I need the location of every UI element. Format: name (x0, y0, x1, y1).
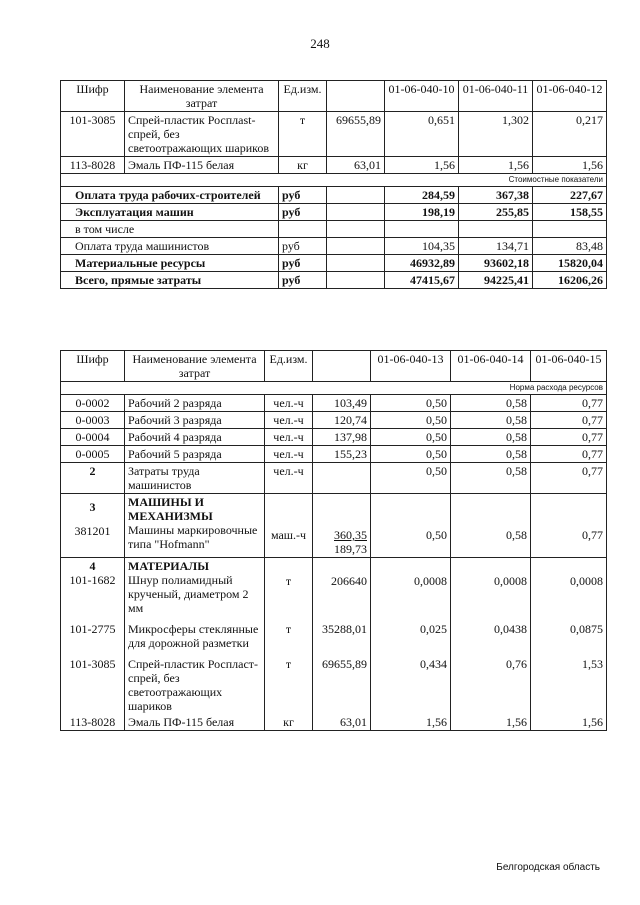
group-row (61, 463, 607, 494)
row-code: 113-8028 (61, 157, 125, 174)
group-value-13: 0,50 (371, 463, 451, 494)
row-value-13: 0,50 (371, 395, 451, 412)
row-value-14: 0,58 (451, 395, 531, 412)
cost-value-10: 46932,89 (385, 255, 459, 272)
group-cell-price (313, 494, 371, 558)
material-price: 35288,01 (313, 616, 371, 651)
table-row (61, 157, 607, 174)
cost-name: Всего, прямые затраты (61, 272, 279, 289)
cost-value-10: 284,59 (385, 187, 459, 204)
row-code: 0-0002 (61, 395, 125, 412)
cost-value-12: 227,67 (533, 187, 607, 204)
header-price (327, 81, 385, 112)
table-row (61, 395, 607, 412)
material-value-14: 1,56 (451, 714, 531, 731)
page-number: 248 (310, 36, 330, 51)
group-row (61, 494, 607, 558)
row-unit: чел.-ч (265, 412, 313, 429)
row-value-14: 0,58 (451, 412, 531, 429)
row-value-11: 1,302 (459, 112, 533, 157)
group-title: МАШИНЫ И МЕХАНИЗМЫ (128, 495, 213, 523)
empty-cell (327, 204, 385, 221)
item-name: Машины маркировочные типа "Hofmann" (128, 523, 258, 551)
material-unit: кг (265, 714, 313, 731)
cost-value-11: 255,85 (459, 204, 533, 221)
material-unit: т (265, 558, 313, 617)
material-value-15: 0,0875 (531, 616, 607, 651)
material-row (61, 616, 607, 651)
material-price: 206640 (313, 558, 371, 617)
cost-row (61, 238, 607, 255)
table-row (61, 429, 607, 446)
row-name: Рабочий 4 разряда (125, 429, 265, 446)
row-value-10: 1,56 (385, 157, 459, 174)
empty-cell (327, 272, 385, 289)
material-name: Эмаль ПФ-115 белая (125, 714, 265, 731)
material-value-13: 0,025 (371, 616, 451, 651)
row-value-15: 0,77 (531, 429, 607, 446)
header-col-15: 01-06-040-15 (531, 351, 607, 382)
material-price: 69655,89 (313, 651, 371, 714)
row-price: 63,01 (327, 157, 385, 174)
row-name: Эмаль ПФ-115 белая (125, 157, 279, 174)
group-cell-name (125, 558, 265, 617)
header-name: Наименование элемента затрат (125, 81, 279, 112)
group-code: 4 (89, 559, 96, 573)
cost-value-11 (459, 221, 533, 238)
empty-cell (327, 255, 385, 272)
row-unit: кг (279, 157, 327, 174)
empty-cell (327, 221, 385, 238)
cost-unit: руб (279, 238, 327, 255)
row-name: Рабочий 3 разряда (125, 412, 265, 429)
row-unit: чел.-ч (265, 429, 313, 446)
header-unit: Ед.изм. (265, 351, 313, 382)
cost-value-12: 16206,26 (533, 272, 607, 289)
material-value-13: 1,56 (371, 714, 451, 731)
row-code: 101-3085 (61, 112, 125, 157)
cost-row (61, 255, 607, 272)
cost-unit: руб (279, 255, 327, 272)
row-value-15: 0,77 (531, 412, 607, 429)
material-code: 101-1682 (69, 573, 116, 587)
section-label-row (61, 174, 607, 187)
material-code: 101-2775 (61, 616, 125, 651)
row-name: Рабочий 2 разряда (125, 395, 265, 412)
item-price-a: 360,35 (334, 528, 367, 542)
cost-value-12 (533, 221, 607, 238)
row-value-14: 0,58 (451, 446, 531, 463)
cost-name: в том числе (61, 221, 279, 238)
cost-row (61, 187, 607, 204)
item-price-b: 189,73 (334, 542, 367, 556)
cost-unit: руб (279, 204, 327, 221)
section-label: Норма расхода ресурсов (61, 382, 607, 395)
header-unit: Ед.изм. (279, 81, 327, 112)
table-row (61, 112, 607, 157)
group-code: 3 (89, 500, 96, 514)
section-label-row (61, 382, 607, 395)
header-code: Шифр (61, 81, 125, 112)
footer-region: Белгородская область (496, 862, 600, 873)
empty-cell (327, 238, 385, 255)
group-name: Затраты труда машинистов (125, 463, 265, 494)
material-name: Спрей-пластик Росплаcт-спрей, без светоотражающих шариков (125, 651, 265, 714)
cost-unit: руб (279, 187, 327, 204)
cost-value-12: 83,48 (533, 238, 607, 255)
material-value-14: 0,76 (451, 651, 531, 714)
row-code: 0-0003 (61, 412, 125, 429)
row-price: 155,23 (313, 446, 371, 463)
header-col-12: 01-06-040-12 (533, 81, 607, 112)
cost-value-11: 134,71 (459, 238, 533, 255)
material-value-13: 0,0008 (371, 558, 451, 617)
table-header-row (61, 81, 607, 112)
cost-value-10: 104,35 (385, 238, 459, 255)
table-header-row (61, 351, 607, 382)
material-code: 101-3085 (61, 651, 125, 714)
material-value-15: 0,0008 (531, 558, 607, 617)
cost-value-11: 94225,41 (459, 272, 533, 289)
row-name: Спрей-пластик Росплast-спрей, без светоотражающих шариков (125, 112, 279, 157)
row-value-12: 1,56 (533, 157, 607, 174)
row-value-15: 0,77 (531, 395, 607, 412)
row-value-14: 0,58 (451, 429, 531, 446)
cost-unit: руб (279, 272, 327, 289)
header-col-13: 01-06-040-13 (371, 351, 451, 382)
row-value-11: 1,56 (459, 157, 533, 174)
material-value-14: 0,0008 (451, 558, 531, 617)
material-value-14: 0,0438 (451, 616, 531, 651)
row-code: 0-0004 (61, 429, 125, 446)
cost-name: Оплата труда рабочих-строителей (61, 187, 279, 204)
cost-name: Материальные ресурсы (61, 255, 279, 272)
group-value-14: 0,58 (451, 463, 531, 494)
row-unit: чел.-ч (265, 446, 313, 463)
group-cell-code (61, 558, 125, 617)
row-code: 0-0005 (61, 446, 125, 463)
item-code: 381201 (74, 524, 111, 538)
cost-row (61, 221, 607, 238)
row-value-13: 0,50 (371, 429, 451, 446)
header-col-10: 01-06-040-10 (385, 81, 459, 112)
empty-cell (327, 187, 385, 204)
cost-name: Эксплуатация машин (61, 204, 279, 221)
row-name: Рабочий 5 разряда (125, 446, 265, 463)
cost-unit (279, 221, 327, 238)
group-cell-code (61, 494, 125, 558)
group-unit: чел.-ч (265, 463, 313, 494)
material-row (61, 651, 607, 714)
material-unit: т (265, 651, 313, 714)
table-row (61, 446, 607, 463)
empty-cell (313, 463, 371, 494)
group-value-15: 0,77 (531, 463, 607, 494)
header-name: Наименование элемента затрат (125, 351, 265, 382)
row-value-13: 0,50 (371, 412, 451, 429)
table-row (61, 412, 607, 429)
row-value-12: 0,217 (533, 112, 607, 157)
row-unit: чел.-ч (265, 395, 313, 412)
header-price (313, 351, 371, 382)
row-value-10: 0,651 (385, 112, 459, 157)
cost-value-10: 198,19 (385, 204, 459, 221)
group-cell-name (125, 494, 265, 558)
header-col-14: 01-06-040-14 (451, 351, 531, 382)
cost-row (61, 272, 607, 289)
group-title: МАТЕРИАЛЫ (128, 559, 209, 573)
material-unit: т (265, 616, 313, 651)
header-code: Шифр (61, 351, 125, 382)
row-price: 103,49 (313, 395, 371, 412)
material-value-15: 1,53 (531, 651, 607, 714)
item-value-14: 0,58 (451, 494, 531, 558)
cost-value-10 (385, 221, 459, 238)
material-row (61, 714, 607, 731)
header-col-11: 01-06-040-11 (459, 81, 533, 112)
material-code: 113-8028 (61, 714, 125, 731)
item-value-13: 0,50 (371, 494, 451, 558)
row-value-15: 0,77 (531, 446, 607, 463)
item-value-15: 0,77 (531, 494, 607, 558)
material-name: Микросферы стеклянные для дорожной разметки (125, 616, 265, 651)
material-name: Шнур полиамидный крученый, диаметром 2 мм (128, 573, 249, 615)
group-code: 2 (61, 463, 125, 494)
row-price: 137,98 (313, 429, 371, 446)
cost-value-12: 15820,04 (533, 255, 607, 272)
resource-table-2 (60, 350, 607, 731)
item-unit: маш.-ч (265, 494, 313, 558)
row-unit: т (279, 112, 327, 157)
cost-value-11: 367,38 (459, 187, 533, 204)
material-value-13: 0,434 (371, 651, 451, 714)
row-price: 120,74 (313, 412, 371, 429)
material-price: 63,01 (313, 714, 371, 731)
material-value-15: 1,56 (531, 714, 607, 731)
cost-row (61, 204, 607, 221)
group-row (61, 558, 607, 617)
section-label: Стоимостные показатели (61, 174, 607, 187)
cost-value-10: 47415,67 (385, 272, 459, 289)
cost-value-11: 93602,18 (459, 255, 533, 272)
cost-value-12: 158,55 (533, 204, 607, 221)
cost-name: Оплата труда машинистов (61, 238, 279, 255)
resource-table-1 (60, 80, 607, 289)
row-value-13: 0,50 (371, 446, 451, 463)
row-price: 69655,89 (327, 112, 385, 157)
